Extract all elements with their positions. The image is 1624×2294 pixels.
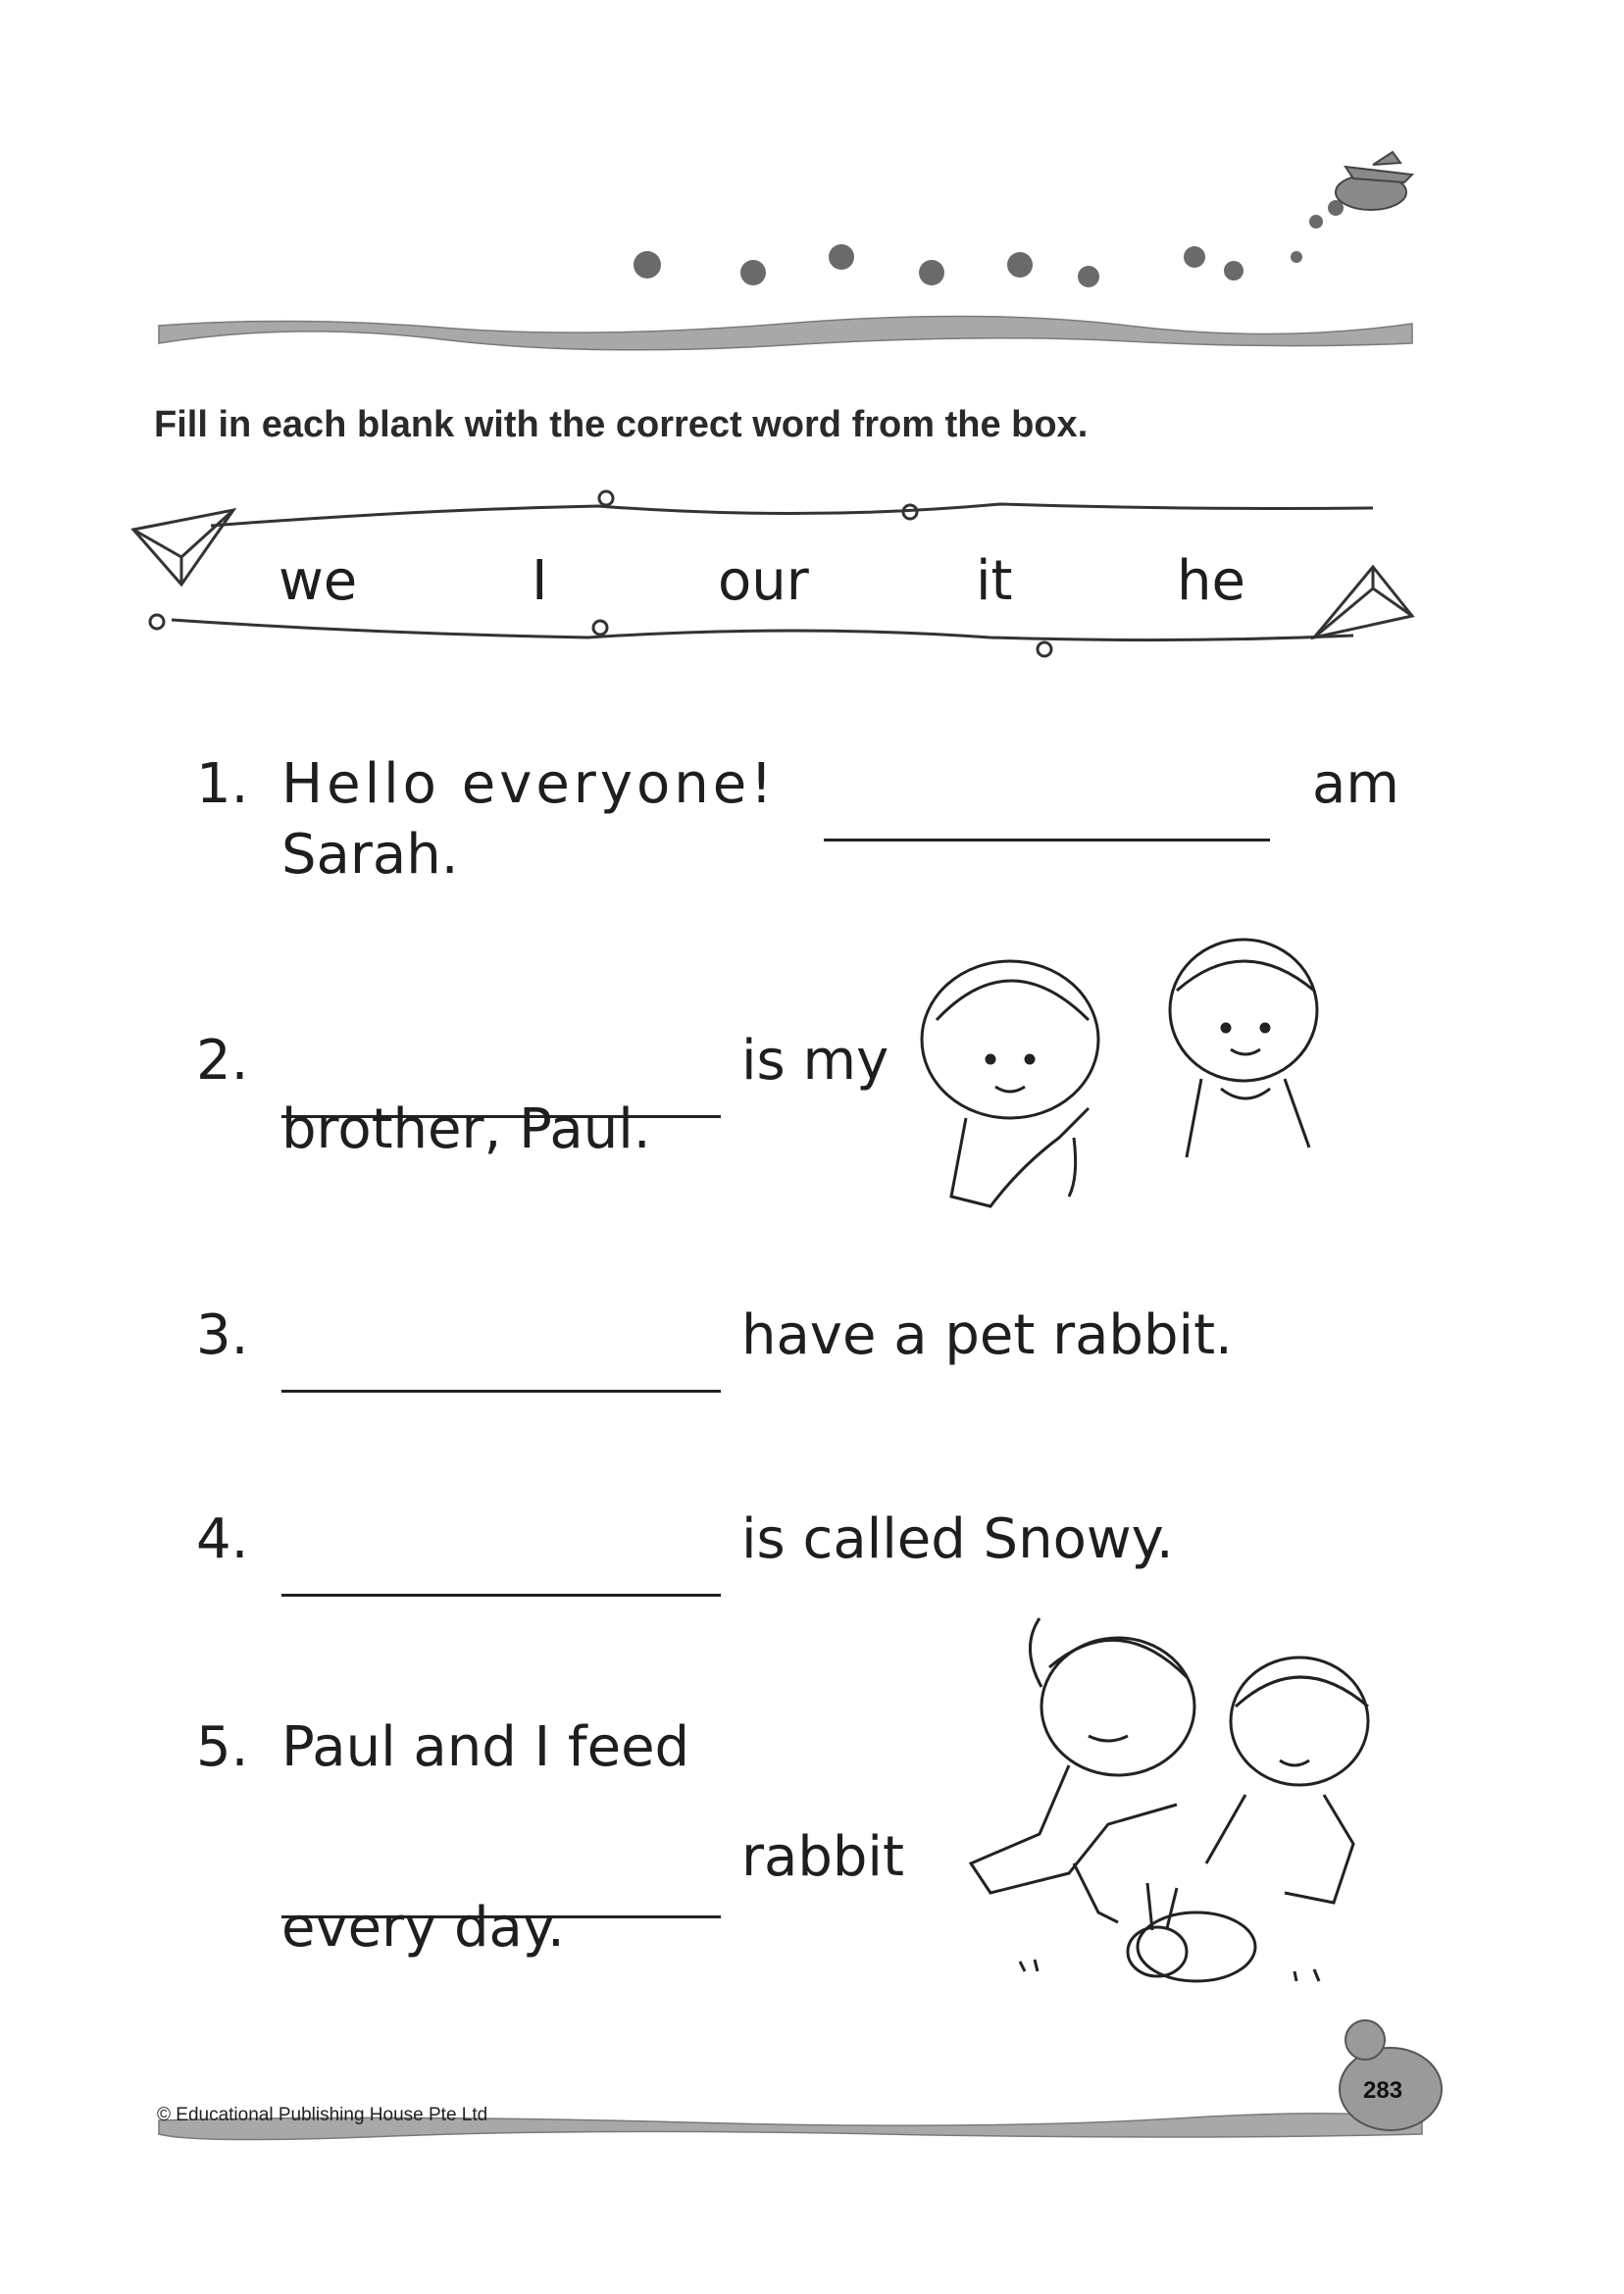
copyright-footer: © Educational Publishing House Pte Ltd <box>157 2105 488 2125</box>
question-text: rabbit <box>741 1825 904 1889</box>
flower-trail <box>634 200 1344 287</box>
paper-plane-icon-right <box>1314 567 1412 637</box>
word-box-word: I <box>532 549 548 613</box>
question-number: 3. <box>196 1303 249 1367</box>
question-text: every day. <box>281 1896 565 1960</box>
word-box-word: our <box>718 549 809 613</box>
paper-plane-icon-left <box>133 510 233 585</box>
question-text: is my <box>741 1029 889 1093</box>
answer-blank[interactable] <box>281 1348 721 1402</box>
children-feeding-rabbit-illustration <box>971 1618 1368 1981</box>
question-text: have a pet rabbit. <box>741 1303 1233 1367</box>
word-box-word: it <box>976 549 1013 613</box>
question-number: 5. <box>196 1715 249 1779</box>
question-text: brother, Paul. <box>281 1097 651 1161</box>
word-box-word: he <box>1177 549 1245 613</box>
question-number: 4. <box>196 1507 249 1571</box>
page-number-badge <box>1340 2020 1442 2130</box>
girl-and-boy-illustration <box>922 940 1317 1206</box>
top-divider-band <box>159 316 1412 349</box>
instruction-text: Fill in each blank with the correct word from the box. <box>154 404 1089 445</box>
question-text: is called Snowy. <box>741 1507 1174 1571</box>
page-number: 283 <box>1363 2077 1403 2104</box>
question-number: 2. <box>196 1029 249 1093</box>
question-text: Hello everyone! <box>281 752 777 816</box>
question-text: Paul and I feed <box>281 1715 690 1779</box>
question-number: 1. <box>196 752 249 816</box>
answer-blank[interactable] <box>281 1552 721 1606</box>
word-box-word: we <box>279 549 358 613</box>
question-text: Sarah. <box>281 823 459 887</box>
airplane-icon <box>1336 152 1412 210</box>
answer-blank[interactable] <box>824 796 1270 851</box>
question-text: am <box>1312 752 1399 816</box>
